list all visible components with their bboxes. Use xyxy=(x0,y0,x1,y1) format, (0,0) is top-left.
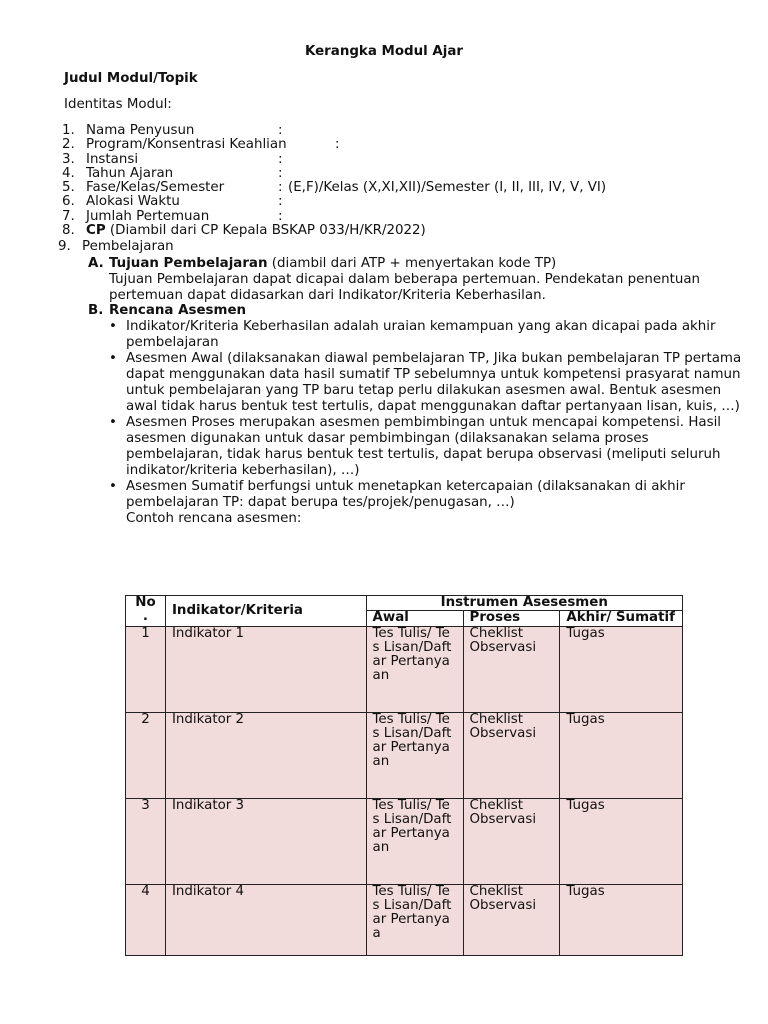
section-letter: B. xyxy=(88,303,104,318)
cell-indicator: Indikator 4 xyxy=(165,884,366,955)
cp-note: (Diambil dari CP Kepala BSKAP 033/H/KR/2022) xyxy=(109,223,426,239)
bullet-icon: • xyxy=(109,415,117,430)
bullet-text: Asesmen Awal (dilaksanakan diawal pembelajaran TP, Jika bukan pembelajaran TP pertama dapat menggunakan data hasil sumatif TP sebelumnya untuk kompetensi prasyarat namun untuk pembelajaran yang TP baru tetap perlu dilakukan asesmen awal. Bentuk asesmen awal tidak harus bentuk test tertulis, dapat menggunakan daftar pertanyaan lisan, kuis, …) xyxy=(126,351,742,414)
section-heading: Rencana Asesmen xyxy=(109,303,247,318)
table-row xyxy=(126,798,683,884)
cell-process: Cheklist Observasi xyxy=(463,712,560,798)
item-number: 2. xyxy=(62,137,75,153)
cell-initial-text: Tes Tulis/ Tes Lisan/Daftar Pertanyaa xyxy=(372,883,452,942)
section-assessment-plan xyxy=(88,303,748,527)
header-no: No . xyxy=(126,596,166,627)
module-topic-heading: Judul Modul/Topik xyxy=(64,71,198,86)
item-number: 7. xyxy=(62,208,75,224)
cell-indicator: Indikator 2 xyxy=(165,712,366,798)
bullet-icon: • xyxy=(109,479,117,494)
identity-item xyxy=(62,195,762,209)
bullet-item xyxy=(109,319,748,351)
section-letter: A. xyxy=(88,256,104,271)
bullet-item xyxy=(109,351,748,415)
item-colon: : xyxy=(278,165,283,181)
cell-no: 2 xyxy=(126,712,166,798)
cell-no: 4 xyxy=(126,884,166,955)
cell-summative: Tugas xyxy=(560,712,683,798)
table-row xyxy=(126,626,683,712)
bullet-icon: • xyxy=(109,351,117,366)
header-instrument: Instrumen Asesesmen xyxy=(366,596,683,611)
item-number: 8. xyxy=(62,223,75,239)
module-identity-label: Identitas Modul: xyxy=(64,97,172,112)
cell-initial-text: Tes Tulis/ Tes Lisan/Daftar Pertanyaan xyxy=(372,797,452,856)
cell-no: 1 xyxy=(126,626,166,712)
item-label: Nama Penyusun xyxy=(86,123,195,138)
cell-process: Cheklist Observasi xyxy=(463,884,560,955)
item-number: 1. xyxy=(62,123,75,138)
cell-initial-text: Tes Tulis/ Tes Lisan/Daftar Pertanyaan xyxy=(372,625,452,684)
identity-item xyxy=(62,124,762,138)
cell-indicator: Indikator 1 xyxy=(165,626,366,712)
identity-item xyxy=(62,138,762,152)
cell-indicator: Indikator 3 xyxy=(165,798,366,884)
bullet-text: Indikator/Kriteria Keberhasilan adalah uraian kemampuan yang akan dicapai pada akhir pembelajaran xyxy=(126,319,716,350)
cell-initial xyxy=(366,798,463,884)
identity-item xyxy=(62,167,762,181)
cell-summative: Tugas xyxy=(560,798,683,884)
header-summative: Akhir/ Sumatif xyxy=(560,611,683,626)
item-colon: : xyxy=(278,123,283,138)
cell-summative: Tugas xyxy=(560,884,683,955)
assessment-table xyxy=(125,595,683,956)
section-paragraph: Tujuan Pembelajaran dapat dicapai dalam beberapa pertemuan. Pendekatan penentuan pertemuan dapat didasarkan dari Indikator/Kriteria Keberhasilan. xyxy=(109,272,701,303)
item-number: 4. xyxy=(62,165,75,181)
learning-label: Pembelajaran xyxy=(82,239,174,254)
example-caption: Contoh rencana asesmen: xyxy=(126,511,302,526)
item-value: (E,F)/Kelas (X,XI,XII)/Semester (I, II, III, IV, V, VI) xyxy=(288,180,607,196)
cell-initial xyxy=(366,884,463,955)
item-label: Alokasi Waktu xyxy=(86,194,180,210)
bullet-icon: • xyxy=(109,319,117,334)
item-colon: : xyxy=(278,151,283,167)
cell-process: Cheklist Observasi xyxy=(463,798,560,884)
header-process: Proses xyxy=(463,611,560,626)
item-label: Tahun Ajaran xyxy=(86,165,174,181)
table-row xyxy=(126,712,683,798)
document-title: Kerangka Modul Ajar xyxy=(304,44,464,59)
section-heading-note: (diambil dari ATP + menyertakan kode TP) xyxy=(271,256,557,271)
header-initial: Awal xyxy=(366,611,463,626)
identity-item xyxy=(62,224,762,238)
item-number: 9. xyxy=(58,239,71,254)
item-number: 3. xyxy=(62,151,75,167)
item-label-cp xyxy=(86,224,426,238)
bullet-item xyxy=(109,479,748,511)
item-colon: : xyxy=(278,208,283,224)
item-colon: : xyxy=(278,180,283,196)
section-learning-objectives xyxy=(88,256,748,304)
cell-no: 3 xyxy=(126,798,166,884)
item-colon: : xyxy=(278,194,283,210)
bullet-text: Asesmen Proses merupakan asesmen pembimbingan untuk mencapai kompetensi. Hasil asesmen digunakan untuk dasar pembimbingan (dilaksanakan selama proses pembelajaran, tidak harus bentuk test tertulis, dapat berupa observasi (meliputi seluruh indikator/kriteria keberhasilan), …) xyxy=(126,415,722,478)
cell-process: Cheklist Observasi xyxy=(463,626,560,712)
table-row xyxy=(126,884,683,955)
cell-initial xyxy=(366,626,463,712)
cell-initial-text: Tes Tulis/ Tes Lisan/Daftar Pertanyaan xyxy=(372,711,452,770)
bullet-item xyxy=(109,415,748,479)
cp-label: CP xyxy=(86,223,106,239)
table-header-row xyxy=(126,596,683,611)
header-indicator: Indikator/Kriteria xyxy=(165,596,366,627)
item-number: 6. xyxy=(62,194,75,210)
bullet-text: Asesmen Sumatif berfungsi untuk menetapkan ketercapaian (dilaksanakan di akhir pembelajaran TP: dapat berupa tes/projek/penugasan, …) xyxy=(126,479,685,510)
learning-heading xyxy=(58,239,174,254)
identity-list xyxy=(62,124,762,238)
cell-summative: Tugas xyxy=(560,626,683,712)
section-heading: Tujuan Pembelajaran xyxy=(109,256,268,271)
item-colon: : xyxy=(335,137,340,153)
identity-item xyxy=(62,210,762,224)
item-label: Fase/Kelas/Semester xyxy=(86,180,225,196)
item-label: Jumlah Pertemuan xyxy=(86,208,210,224)
identity-item xyxy=(62,181,762,195)
cell-initial xyxy=(366,712,463,798)
item-label: Program/Konsentrasi Keahlian xyxy=(86,137,287,153)
item-label: Instansi xyxy=(86,151,139,167)
identity-item xyxy=(62,153,762,167)
item-number: 5. xyxy=(62,180,75,196)
